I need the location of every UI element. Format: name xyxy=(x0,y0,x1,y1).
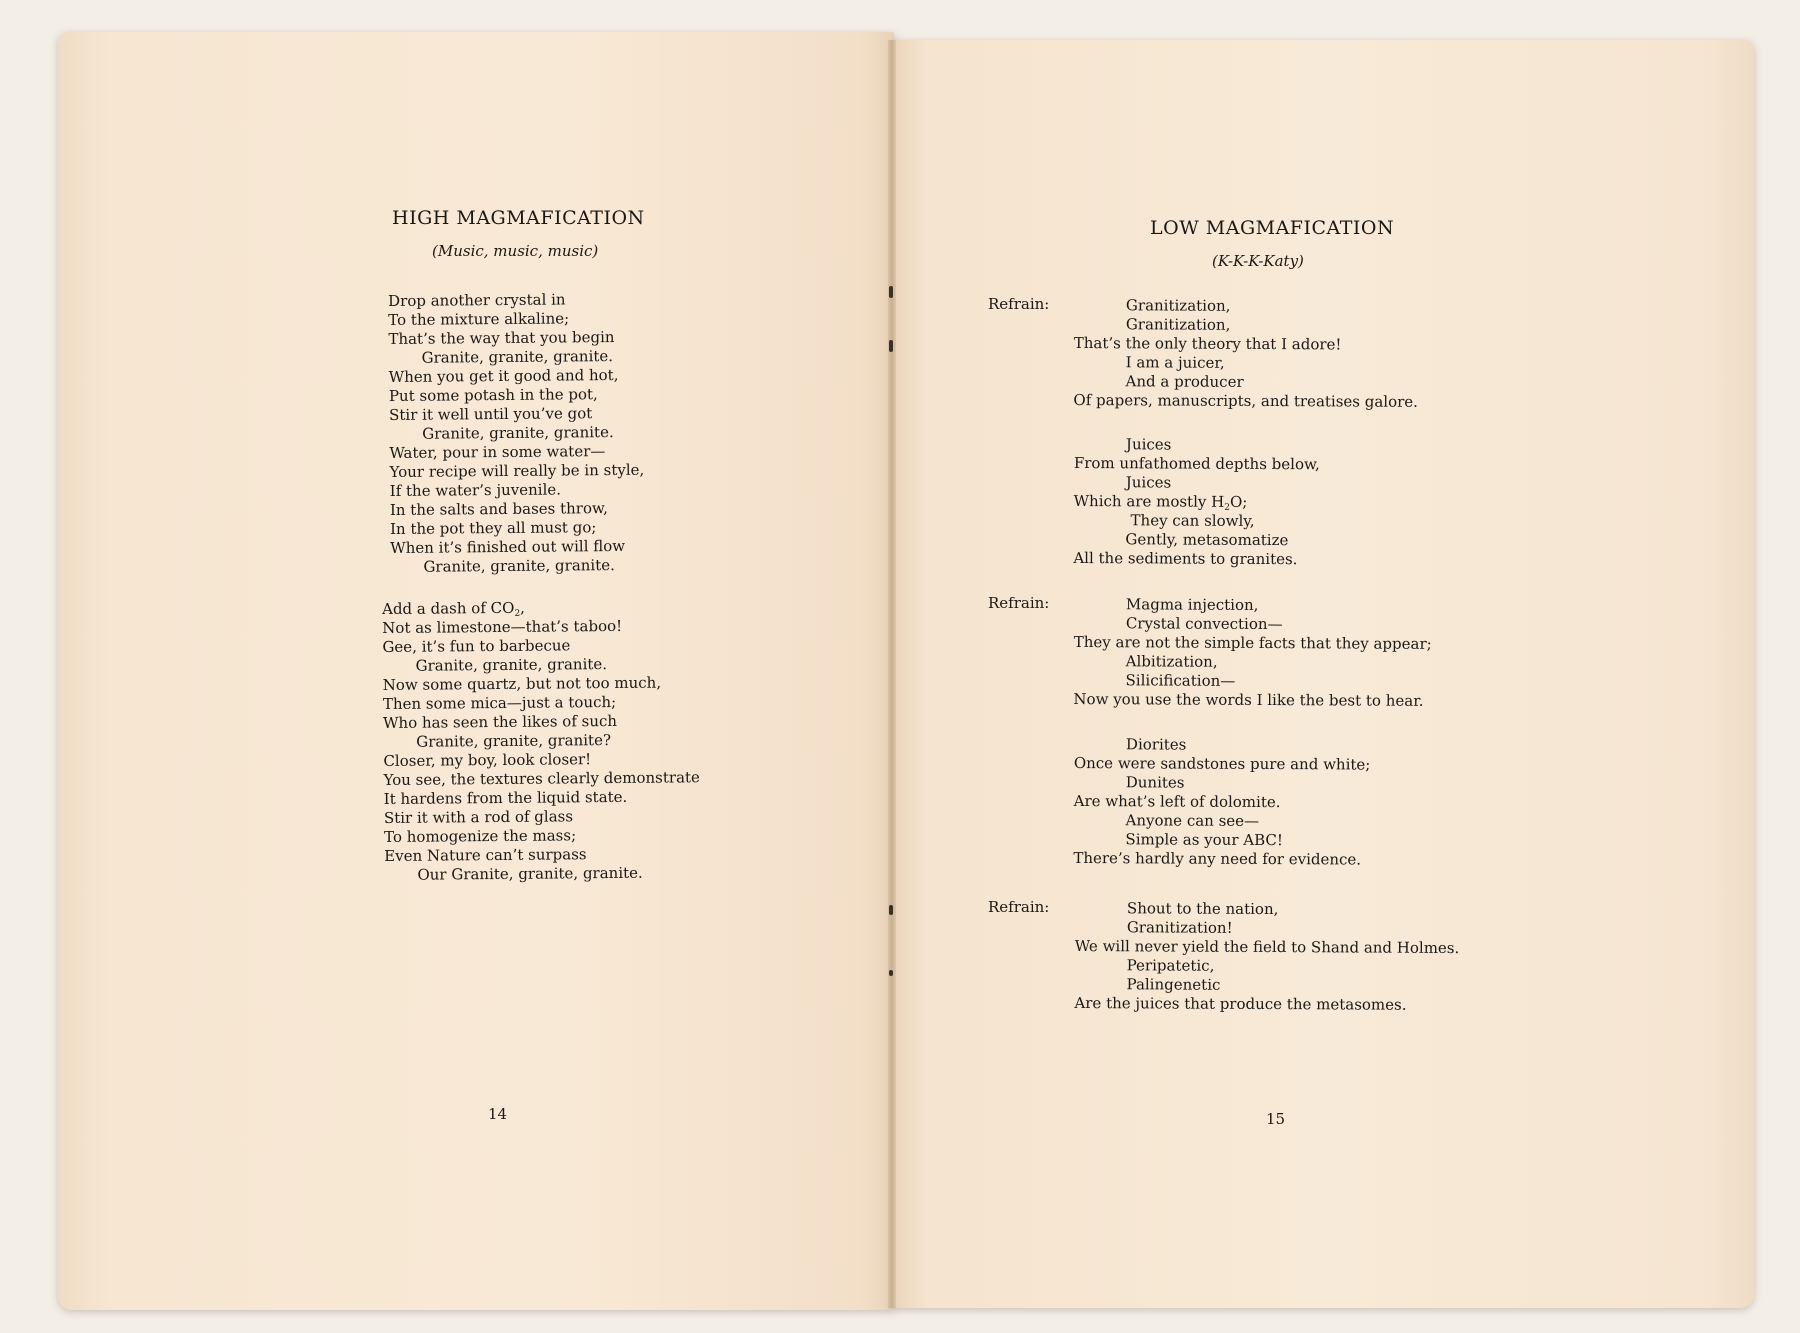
verse-line: To the mixture alkaline; xyxy=(388,309,570,329)
verse-line: I am a juicer, xyxy=(1125,353,1225,372)
h2o-tail: O; xyxy=(1229,492,1248,511)
co2-tail: , xyxy=(520,598,525,617)
refrain-label: Refrain: xyxy=(988,898,1050,916)
verse-line: Now some quartz, but not too much, xyxy=(382,673,662,694)
verse-line: That’s the way that you begin xyxy=(388,328,615,348)
verse-line: Stir it well until you’ve got xyxy=(388,404,593,424)
verse-line: Granitization, xyxy=(1125,315,1231,334)
verse-line: Albitization, xyxy=(1125,652,1218,671)
refrain-label: Refrain: xyxy=(988,295,1050,313)
verse-line: Who has seen the likes of such xyxy=(382,711,618,732)
left-page-number: 14 xyxy=(488,1105,508,1123)
verse-line: Even Nature can’t surpass xyxy=(384,845,587,865)
verse-line: Our Granite, granite, granite. xyxy=(417,863,643,884)
h2o-subscript: 2 xyxy=(1224,502,1230,513)
left-page-title: HIGH MAGMAFICATION xyxy=(392,207,645,229)
verse-line: It hardens from the liquid state. xyxy=(383,787,628,808)
verse-line: Granite, granite, granite. xyxy=(422,423,614,443)
verse-line: Peripatetic, xyxy=(1126,956,1215,975)
verse-line: And a producer xyxy=(1125,372,1244,391)
verse-line: All the sediments to granites. xyxy=(1073,548,1298,569)
right-page-title: LOW MAGMAFICATION xyxy=(1150,217,1395,239)
verse-line: You see, the textures clearly demonstrate xyxy=(383,768,700,789)
verse-line: Dunites xyxy=(1125,773,1185,792)
book-gutter xyxy=(888,40,896,1308)
binding-staple xyxy=(889,286,893,298)
verse-line: We will never yield the field to Shand and Holmes. xyxy=(1074,936,1460,958)
verse-line: Juices xyxy=(1125,435,1172,454)
verse-line: In the pot they all must go; xyxy=(389,518,597,538)
verse-line: Then some mica—just a touch; xyxy=(382,692,617,713)
verse-line: Your recipe will really be in style, xyxy=(389,460,645,481)
left-stanza-1 xyxy=(388,290,645,577)
verse-line: They can slowly, xyxy=(1130,511,1255,530)
verse-line: Magma injection, xyxy=(1125,595,1259,614)
verse-line: Water, pour in some water— xyxy=(389,442,606,462)
right-refrain-2 xyxy=(1073,595,1432,711)
verse-line: Once were sandstones pure and white; xyxy=(1073,753,1371,774)
verse-line: Are what’s left of dolomite. xyxy=(1073,791,1281,812)
verse-line: Silicification— xyxy=(1125,671,1236,690)
verse-line: They are not the simple facts that they appear; xyxy=(1073,632,1432,653)
verse-line: Of papers, manuscripts, and treatises galore. xyxy=(1073,390,1419,411)
verse-line: Are the juices that produce the metasomes. xyxy=(1074,993,1407,1014)
right-page-number: 15 xyxy=(1266,1110,1286,1128)
left-page-subtitle: (Music, music, music) xyxy=(432,242,599,260)
refrain-label: Refrain: xyxy=(988,594,1050,612)
right-refrain-3 xyxy=(1074,899,1459,1015)
verse-line: Not as limestone—that’s taboo! xyxy=(382,616,623,637)
verse-line: Granite, granite, granite? xyxy=(416,731,612,751)
verse-line: Diorites xyxy=(1125,735,1187,754)
verse-line: Granite, granite, granite. xyxy=(415,655,608,675)
verse-line: When you get it good and hot, xyxy=(388,365,619,386)
verse-line: To homogenize the mass; xyxy=(383,826,577,846)
right-verse-1 xyxy=(1073,435,1320,569)
verse-line: Gently, metasomatize xyxy=(1125,530,1289,550)
verse-line: Anyone can see— xyxy=(1125,811,1260,830)
left-stanza-2 xyxy=(382,597,701,885)
verse-line: Juices xyxy=(1125,473,1172,492)
co2-subscript: 2 xyxy=(514,608,521,619)
verse-line: Shout to the nation, xyxy=(1126,899,1279,919)
verse-line: Crystal convection— xyxy=(1125,614,1283,634)
verse-line: Granite, granite, granite. xyxy=(423,556,615,576)
verse-line: Granitization, xyxy=(1125,296,1231,315)
verse-line: There’s hardly any need for evidence. xyxy=(1073,848,1362,869)
verse-line: Drop another crystal in xyxy=(388,290,566,310)
verse-line: Now you use the words I like the best to hear. xyxy=(1073,689,1424,710)
verse-line: If the water’s juvenile. xyxy=(389,480,562,500)
verse-line: In the salts and bases throw, xyxy=(389,499,608,519)
verse-line: Gee, it’s fun to barbecue xyxy=(382,636,571,656)
right-refrain-1 xyxy=(1073,296,1418,412)
verse-line: Stir it with a rod of glass xyxy=(383,807,574,827)
verse-line: That’s the only theory that I adore! xyxy=(1073,333,1342,354)
verse-line: Put some potash in the pot, xyxy=(388,385,598,405)
verse-line: Closer, my boy, look closer! xyxy=(383,750,592,770)
binding-staple xyxy=(889,340,893,352)
verse-line: Granitization! xyxy=(1126,918,1233,937)
right-page-subtitle: (K-K-K-Katy) xyxy=(1212,252,1304,270)
right-verse-2 xyxy=(1073,735,1370,870)
verse-line: Granite, granite, granite. xyxy=(421,347,614,367)
h2o-text: Which are mostly H xyxy=(1073,491,1225,511)
verse-line: Palingenetic xyxy=(1126,975,1221,994)
verse-line: When it’s finished out will flow xyxy=(390,536,626,557)
binding-staple xyxy=(889,905,893,915)
verse-line: From unfathomed depths below, xyxy=(1073,453,1320,474)
verse-line-h2o xyxy=(1074,492,1320,512)
verse-line: Simple as your ABC! xyxy=(1125,830,1283,850)
binding-staple xyxy=(889,970,893,976)
co2-text: Add a dash of CO xyxy=(382,598,515,618)
